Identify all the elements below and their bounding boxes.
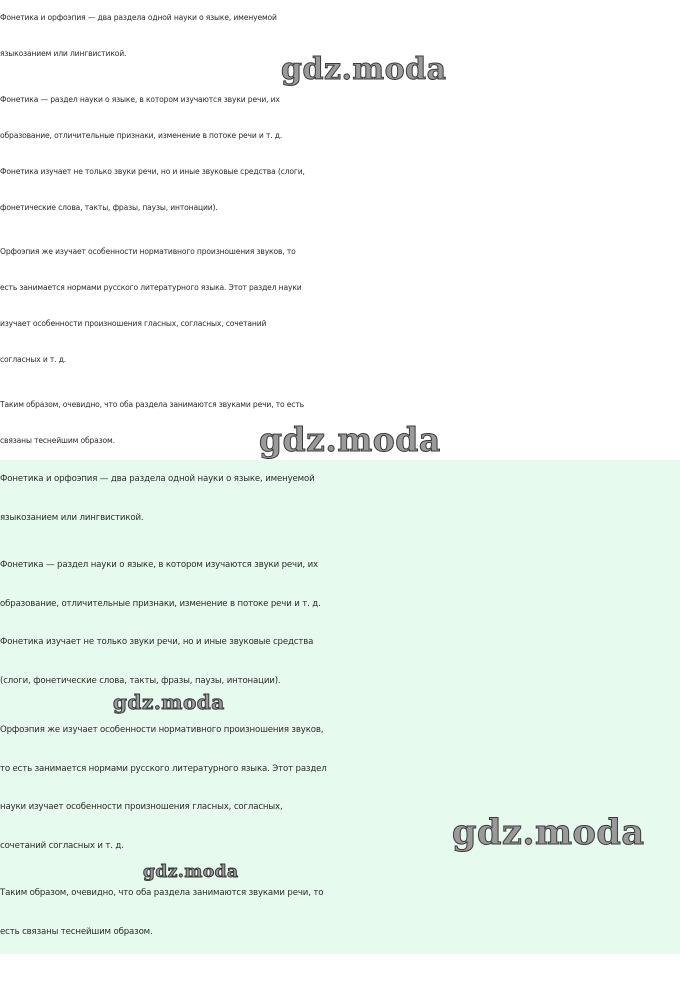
paragraph bbox=[0, 546, 680, 700]
text-line: то есть занимается нормами русского литературного языка. Этот раздел bbox=[0, 763, 327, 774]
text-line: фонетические слова, такты, фразы, паузы, интонации). bbox=[0, 203, 218, 212]
text-line: Фонетика изучает не только звуки речи, но и иные звуковые средства bbox=[0, 637, 314, 647]
text-line: языкозанием или лингвистикой. bbox=[0, 49, 127, 58]
text-line: науки изучает особенности произношения гласных, согласных, bbox=[0, 802, 283, 812]
text-line: Орфоэпия же изучает особенности нормативного произношения звуков, то bbox=[0, 247, 296, 256]
paragraph bbox=[0, 387, 680, 459]
text-line: согласных и т. д. bbox=[0, 355, 67, 364]
answer-block-plain bbox=[0, 0, 680, 460]
watermark-logo: gdz.moda bbox=[113, 690, 225, 714]
text-line: образование, отличительные признаки, изменение в потоке речи и т. д. bbox=[0, 598, 321, 609]
paragraph bbox=[0, 0, 680, 72]
text-line: языкозанием или лингвистикой. bbox=[0, 512, 144, 523]
text-line: Фонетика изучает не только звуки речи, но и иные звуковые средства (слоги, bbox=[0, 167, 305, 176]
text-line: Таким образом, очевидно, что оба раздела занимаются звуками речи, то bbox=[0, 888, 324, 898]
watermark-logo: gdz.moda bbox=[143, 862, 239, 882]
watermark-logo: gdz.moda bbox=[281, 52, 447, 87]
text-line: (слоги, фонетические слова, такты, фразы, паузы, интонации). bbox=[0, 675, 281, 686]
text-line: сочетаний согласных и т. д. bbox=[0, 840, 124, 851]
paragraph bbox=[0, 460, 680, 537]
text-line: Орфоэпия же изучает особенности нормативного произношения звуков, bbox=[0, 725, 324, 735]
text-line: Фонетика — раздел науки о языке, в котором изучаются звуки речи, их bbox=[0, 95, 280, 104]
text-line: связаны теснейшим образом. bbox=[0, 436, 115, 445]
text-line: Фонетика и орфоэпия — два раздела одной науки о языке, именуемой bbox=[0, 474, 315, 484]
text-line: изучает особенности произношения гласных, согласных, сочетаний bbox=[0, 319, 267, 328]
text-line: Таким образом, очевидно, что оба раздела занимаются звуками речи, то есть bbox=[0, 400, 304, 409]
text-line: есть связаны теснейшим образом. bbox=[0, 926, 153, 937]
answer-block-highlighted bbox=[0, 460, 680, 954]
text-line: образование, отличительные признаки, изменение в потоке речи и т. д. bbox=[0, 131, 283, 140]
watermark-logo: gdz.moda bbox=[452, 812, 645, 853]
paragraph bbox=[0, 874, 680, 951]
text-line: Фонетика — раздел науки о языке, в котором изучаются звуки речи, их bbox=[0, 560, 318, 570]
text-line: Фонетика и орфоэпия — два раздела одной науки о языке, именуемой bbox=[0, 13, 277, 22]
paragraph bbox=[0, 711, 680, 865]
paragraph bbox=[0, 234, 680, 378]
text-line: есть занимается нормами русского литературного языка. Этот раздел науки bbox=[0, 283, 302, 292]
paragraph bbox=[0, 82, 680, 226]
watermark-logo: gdz.moda bbox=[259, 420, 441, 459]
